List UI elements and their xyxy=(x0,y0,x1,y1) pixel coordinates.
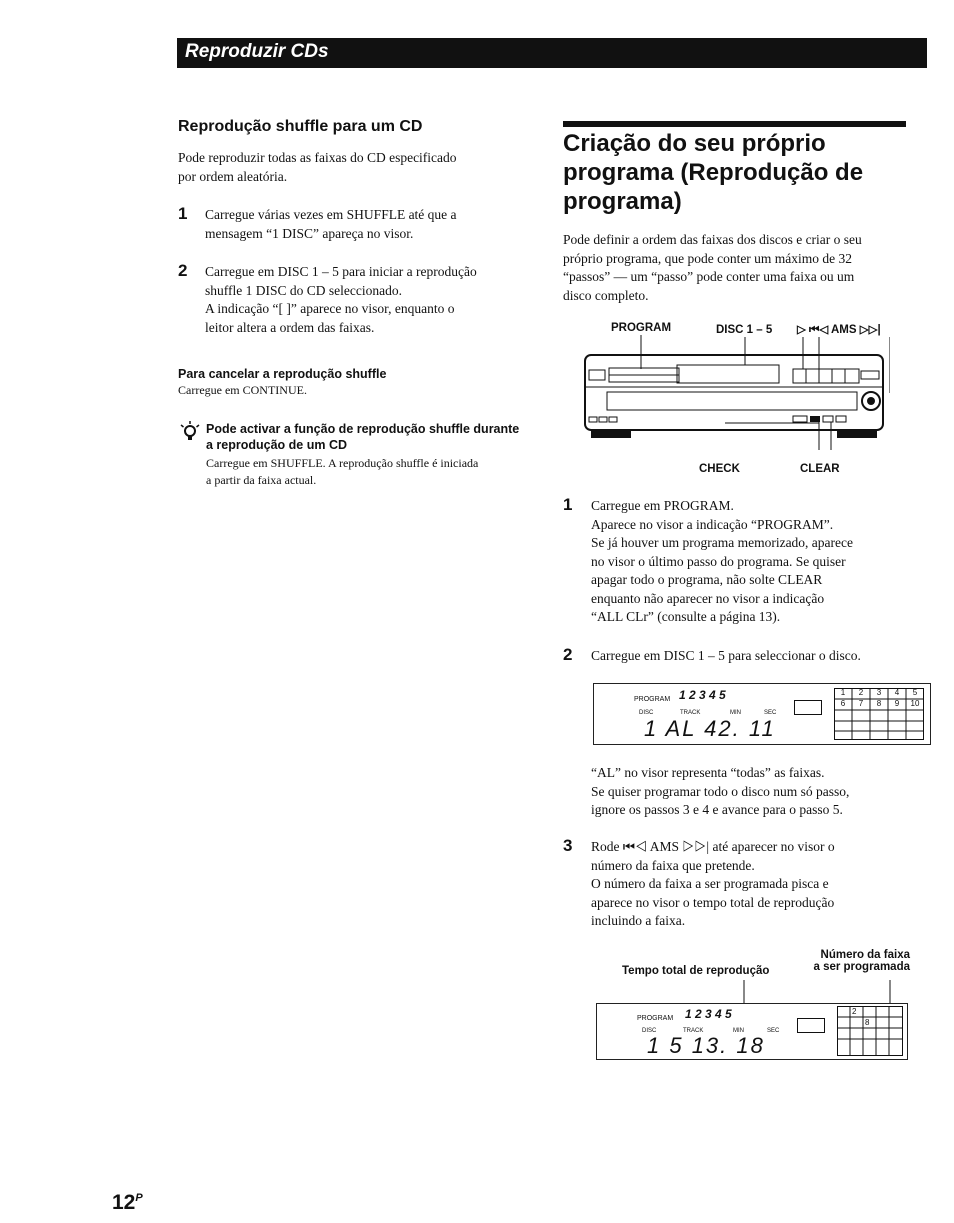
figure-label-disc: DISC 1 – 5 xyxy=(716,324,773,336)
right-intro-line: próprio programa, que pode conter um máximo de 32 xyxy=(563,250,853,266)
right-step1-number: 1 xyxy=(563,495,573,514)
label-track-number-line: a ser programada xyxy=(813,961,910,973)
left-step2-text xyxy=(205,263,477,337)
cancel-heading: Para cancelar a reprodução shuffle xyxy=(178,367,387,381)
grid-cell: 9 xyxy=(894,699,900,708)
right-step3-text xyxy=(591,838,835,931)
grid-cell: 6 xyxy=(840,699,846,708)
right-step3-line: aparece no visor o tempo total de reprodução xyxy=(591,894,835,910)
lcd2-track-grid xyxy=(837,1006,903,1061)
left-intro-line: por ordem aleatória. xyxy=(178,168,288,184)
tip-text-line: a partir da faixa actual. xyxy=(206,473,317,487)
grid-cell: 2 xyxy=(858,688,864,697)
after-step2-line: ignore os passos 3 e 4 e avance para o passo 5. xyxy=(591,802,843,817)
left-intro xyxy=(178,149,457,186)
grid-cell: 10 xyxy=(910,699,920,708)
lcd1-grid-row2 xyxy=(834,699,924,708)
right-step1-line: Aparece no visor a indicação “PROGRAM”. xyxy=(591,516,834,532)
label-track-number-line: Número da faixa xyxy=(820,949,910,961)
figure-label-clear: CLEAR xyxy=(800,463,840,475)
figure-label-ams: ▷ ⏮◁ AMS ▷▷| xyxy=(797,324,881,336)
lcd1-min-label: MIN xyxy=(730,710,741,716)
grid-cell: 5 xyxy=(912,688,918,697)
right-intro xyxy=(563,231,862,305)
section-rule xyxy=(563,121,906,127)
grid-cell: 8 xyxy=(876,699,882,708)
lcd2-disc-numbers: 1 2 3 4 5 xyxy=(685,1007,732,1021)
grid-cell: 1 xyxy=(840,688,846,697)
lcd1-grid-row1 xyxy=(834,688,924,697)
grid-cell: 2 xyxy=(852,1007,857,1016)
right-step3-line: incluindo a faixa. xyxy=(591,913,686,928)
figure-label-program: PROGRAM xyxy=(611,322,672,334)
right-step3-number: 3 xyxy=(563,836,573,855)
right-step1-line: no visor o último passo do programa. Se quiser xyxy=(591,553,846,569)
right-step2-text: Carregue em DISC 1 – 5 para seleccionar o disco. xyxy=(591,648,861,663)
cancel-text: Carregue em CONTINUE. xyxy=(178,383,307,397)
label-track-number xyxy=(790,949,910,973)
lcd1-disc-numbers: 1 2 3 4 5 xyxy=(679,688,726,702)
lcd1-program-label: PROGRAM xyxy=(634,696,671,703)
grid-cell: 7 xyxy=(858,699,864,708)
lightbulb-icon xyxy=(178,420,202,444)
lcd2-program-label: PROGRAM xyxy=(637,1015,674,1022)
right-step1-line: enquanto não aparecer no visor a indicação xyxy=(591,590,825,606)
section-title: Reproduzir CDs xyxy=(185,41,329,62)
tip-heading-line: a reprodução de um CD xyxy=(206,438,347,452)
left-step2-line: leitor altera a ordem das faixas. xyxy=(205,319,375,335)
cassette-icon xyxy=(797,1018,825,1033)
right-step1-line: apagar todo o programa, não solte CLEAR xyxy=(591,572,823,587)
cd-player-illustration xyxy=(575,335,890,450)
lcd1-disc-label: DISC xyxy=(639,710,654,716)
figure3-callout-lines xyxy=(700,980,900,1004)
right-step1-text xyxy=(591,497,853,627)
page-title xyxy=(563,129,863,216)
section-header-bar xyxy=(177,38,927,68)
lcd-display-1 xyxy=(593,683,931,745)
after-step2-text xyxy=(591,764,849,820)
right-step2-number: 2 xyxy=(563,645,573,664)
lcd2-main-readout: 1 5 13. 18 xyxy=(647,1033,765,1058)
right-step1-line: Se já houver um programa memorizado, aparece xyxy=(591,535,854,550)
left-intro-line: Pode reproduzir todas as faixas do CD especificado xyxy=(178,150,457,165)
after-step2-line: “AL” no visor representa “todas” as faixas. xyxy=(591,765,825,780)
lcd1-main-readout: 1 AL 42. 11 xyxy=(644,716,776,741)
left-step2-number: 2 xyxy=(178,261,188,280)
lcd1-sec-label: SEC xyxy=(764,710,777,716)
tip-heading xyxy=(206,421,519,453)
right-step3-line: O número da faixa a ser programada pisca e xyxy=(591,876,829,891)
left-step2-line: shuffle 1 DISC do CD seleccionado. xyxy=(205,282,402,298)
grid-cell: 3 xyxy=(876,688,882,697)
figure-label-check: CHECK xyxy=(699,463,740,475)
lcd1-track-grid xyxy=(834,688,924,745)
right-step3-line: Rode ⏮◁ AMS ▷▷| até aparecer no visor o xyxy=(591,839,835,854)
tip-text-line: Carregue em SHUFFLE. A reprodução shuffle é iniciada xyxy=(206,456,479,470)
right-step1-line: “ALL CLr” (consulte a página 13). xyxy=(591,609,781,624)
lcd1-track-label: TRACK xyxy=(680,710,701,716)
left-step2-line: Carregue em DISC 1 – 5 para iniciar a reprodução xyxy=(205,264,477,279)
cassette-icon xyxy=(794,700,822,715)
page-number xyxy=(112,1191,143,1215)
left-step1-line: Carregue várias vezes em SHUFFLE até que a xyxy=(205,207,457,222)
lcd2-track-label: TRACK xyxy=(683,1028,704,1034)
left-step1-line: mensagem “1 DISC” apareça no visor. xyxy=(205,225,414,241)
tip-heading-line: Pode activar a função de reprodução shuffle durante xyxy=(206,422,520,436)
page-number-suffix: P xyxy=(135,1192,143,1204)
left-step2-line: A indicação “[ ]” aparece no visor, enquanto o xyxy=(205,301,455,316)
lcd-display-2 xyxy=(596,1003,908,1060)
left-step1-text xyxy=(205,206,457,243)
lcd2-disc-label: DISC xyxy=(642,1028,657,1034)
page-number-value: 12 xyxy=(112,1191,136,1214)
right-intro-line: Pode definir a ordem das faixas dos discos e criar o seu xyxy=(563,232,862,247)
tip-text xyxy=(206,455,478,489)
lcd2-min-label: MIN xyxy=(733,1028,744,1034)
right-intro-line: disco completo. xyxy=(563,287,649,303)
page-title-line: programa) xyxy=(563,188,682,215)
after-step2-line: Se quiser programar todo o disco num só passo, xyxy=(591,783,850,799)
grid-cell: 8 xyxy=(865,1018,870,1027)
page-title-line: Criação do seu próprio xyxy=(563,130,826,157)
page-title-line: programa (Reprodução de xyxy=(563,159,864,186)
label-total-time: Tempo total de reprodução xyxy=(622,965,770,977)
left-step1-number: 1 xyxy=(178,204,188,223)
grid-cell: 4 xyxy=(894,688,900,697)
right-intro-line: “passos” — um “passo” pode conter uma faixa ou um xyxy=(563,269,855,284)
lcd2-sec-label: SEC xyxy=(767,1028,780,1034)
left-heading: Reprodução shuffle para um CD xyxy=(178,118,423,135)
right-step3-line: número da faixa que pretende. xyxy=(591,857,755,873)
right-step1-line: Carregue em PROGRAM. xyxy=(591,498,734,513)
